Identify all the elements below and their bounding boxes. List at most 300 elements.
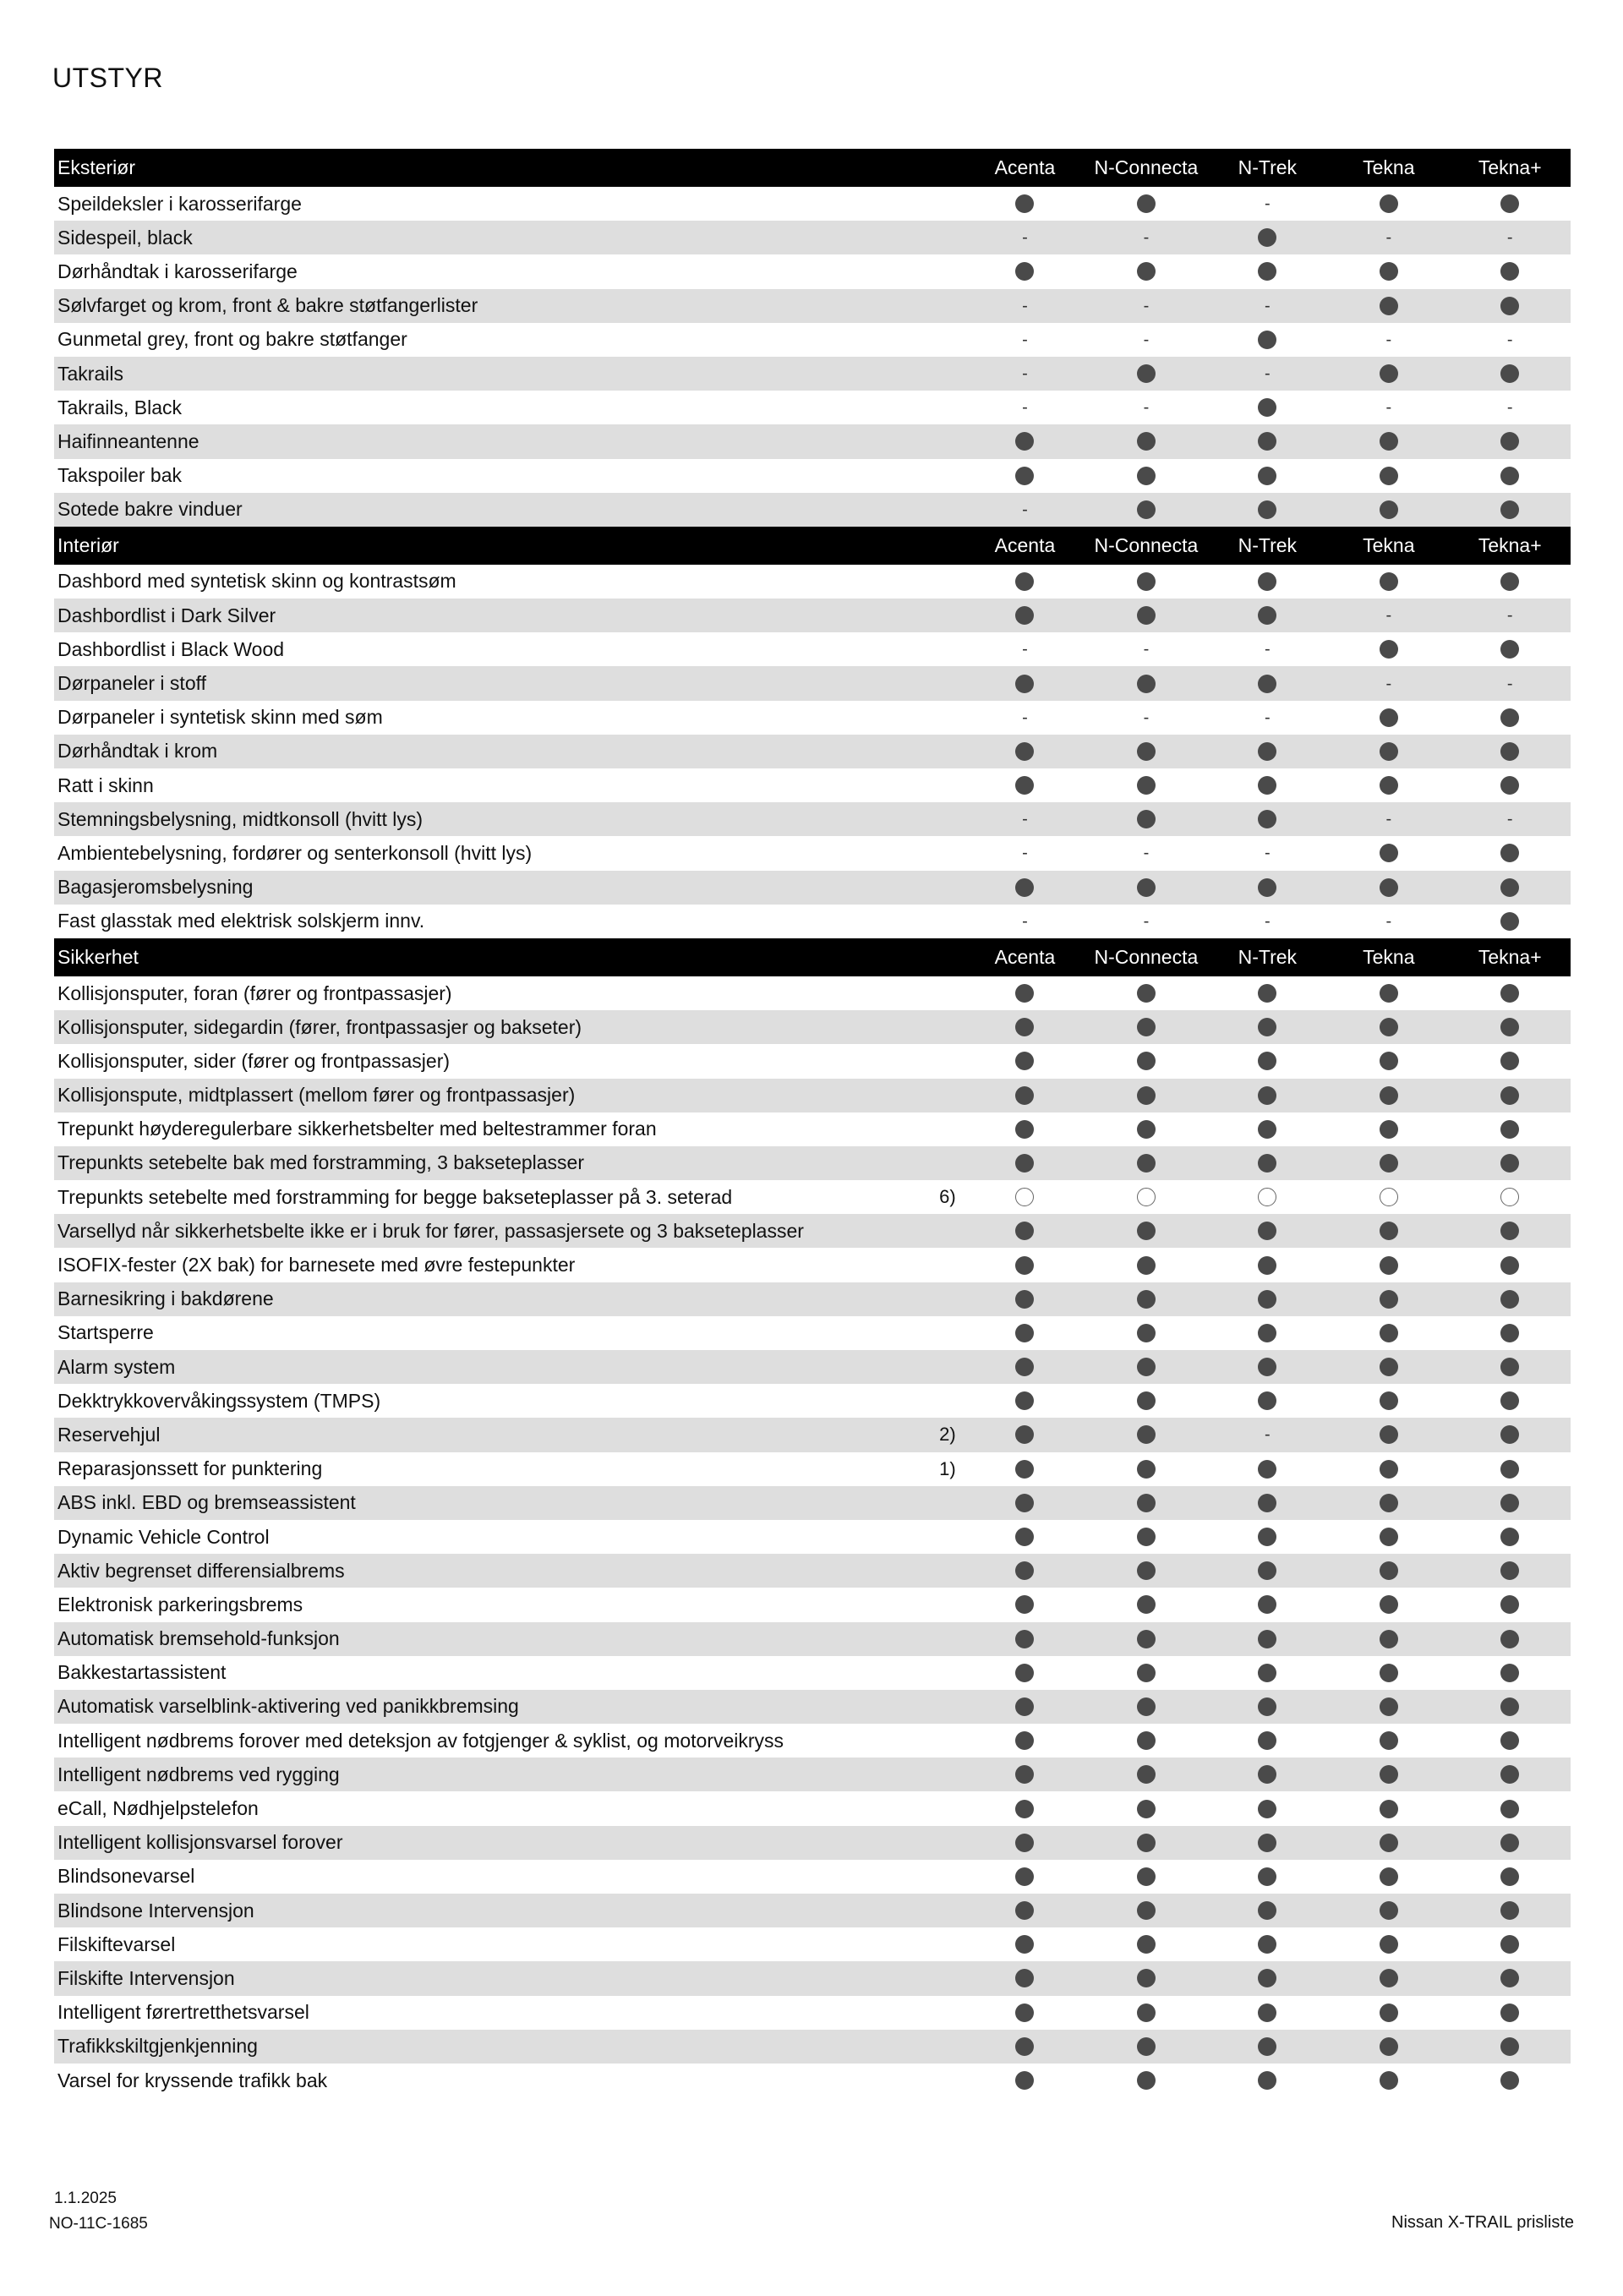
standard-dot-icon [1137,742,1156,761]
standard-dot-icon [1258,398,1276,417]
standard-dot-icon [1380,2037,1398,2056]
trim-cell [1085,1664,1206,1682]
standard-dot-icon [1137,194,1156,213]
standard-dot-icon [1137,1731,1156,1750]
trim-cell [965,1154,1085,1173]
standard-dot-icon [1500,1460,1519,1479]
standard-dot-icon [1258,1528,1276,1546]
standard-dot-icon [1137,1154,1156,1173]
trim-cell [1328,2037,1449,2056]
trim-cell [1450,1935,1571,1954]
trim-cell [1450,1290,1571,1309]
standard-dot-icon [1500,1494,1519,1512]
standard-dot-icon [1137,1867,1156,1886]
trim-cell [1450,607,1571,624]
standard-dot-icon [1380,1425,1398,1444]
trim-cell [965,1460,1085,1479]
trim-cell [1085,1018,1206,1036]
trim-cell [1328,844,1449,862]
trim-cell [1450,399,1571,416]
trim-cell [1450,878,1571,897]
standard-dot-icon [1258,1901,1276,1920]
trim-cell [1207,467,1328,485]
trim-cell [965,1188,1085,1206]
trim-cell [1085,1935,1206,1954]
column-header: Acenta [994,945,1056,968]
trim-cell [965,878,1085,897]
standard-dot-icon [1015,1018,1034,1036]
standard-dot-icon [1015,1425,1034,1444]
trim-cell [965,1120,1085,1139]
trim-cell [1450,1358,1571,1376]
feature-label: Dynamic Vehicle Control [57,1525,270,1548]
feature-label: ABS inkl. EBD og bremseassistent [57,1491,356,1514]
standard-dot-icon [1015,2071,1034,2090]
standard-dot-icon [1500,1595,1519,1614]
not-available-dash: - [1022,810,1028,829]
trim-cell [1328,1425,1449,1444]
trim-cell [1207,1935,1328,1954]
trim-cell [1328,1664,1449,1682]
standard-dot-icon [1258,1867,1276,1886]
section-title: Interiør [57,533,119,556]
standard-dot-icon [1500,432,1519,451]
standard-dot-icon [1380,708,1398,727]
standard-dot-icon [1380,500,1398,519]
feature-label: Dekktrykkovervåkingssystem (TMPS) [57,1389,381,1412]
trim-cell [1328,1697,1449,1716]
footer-date: 1.1.2025 [54,2189,117,2207]
table-row [54,1486,1571,1520]
trim-cell [1450,1664,1571,1682]
trim-cell [1207,1018,1328,1036]
trim-cell [1085,878,1206,897]
trim-cell [1450,742,1571,761]
trim-cell [1328,607,1449,624]
standard-dot-icon [1500,2071,1519,2090]
table-row [54,1079,1571,1112]
trim-cell [965,262,1085,281]
standard-dot-icon [1258,1494,1276,1512]
trim-cell [1328,262,1449,281]
standard-dot-icon [1500,1867,1519,1886]
trim-cell [1328,500,1449,519]
standard-dot-icon [1258,742,1276,761]
standard-dot-icon [1258,1765,1276,1784]
standard-dot-icon [1258,1731,1276,1750]
table-row [54,1826,1571,1860]
trim-cell [1085,1697,1206,1716]
table-row [54,1860,1571,1894]
table-row [54,187,1571,221]
standard-dot-icon [1500,1086,1519,1105]
trim-cell [1085,641,1206,658]
table-row [54,599,1571,632]
trim-cell [1085,1800,1206,1818]
feature-label: Fast glasstak med elektrisk solskjerm innv. [57,910,425,932]
standard-dot-icon [1258,1834,1276,1852]
standard-dot-icon [1380,364,1398,383]
trim-cell [1450,1834,1571,1852]
trim-cell [1207,984,1328,1003]
standard-dot-icon [1258,1052,1276,1070]
standard-dot-icon [1137,1935,1156,1954]
standard-dot-icon [1137,500,1156,519]
standard-dot-icon [1015,1867,1034,1886]
standard-dot-icon [1380,1765,1398,1784]
not-available-dash: - [1265,364,1271,384]
table-row [54,976,1571,1010]
trim-cell [1450,1324,1571,1342]
trim-cell [1085,1188,1206,1206]
feature-label: Aktiv begrenset differensialbrems [57,1559,345,1582]
trim-cell [1207,1664,1328,1682]
standard-dot-icon [1380,1052,1398,1070]
trim-cell [1450,640,1571,659]
trim-cell [1085,1120,1206,1139]
standard-dot-icon [1015,1765,1034,1784]
trim-cell [1207,776,1328,795]
trim-cell [1207,709,1328,726]
trim-cell [1085,432,1206,451]
standard-dot-icon [1015,2004,1034,2022]
feature-label: Speildeksler i karosserifarge [57,192,302,215]
trim-cell [1450,2037,1571,2056]
trim-cell [1450,500,1571,519]
trim-cell [1207,572,1328,591]
trim-cell [1328,1120,1449,1139]
optional-circle-icon [1015,1188,1034,1206]
trim-cell [1207,1731,1328,1750]
trim-cell [1450,1867,1571,1886]
standard-dot-icon [1015,1901,1034,1920]
standard-dot-icon [1500,572,1519,591]
not-available-dash: - [1506,810,1513,829]
trim-cell [965,1324,1085,1342]
section-header [54,149,1571,187]
trim-cell [1328,776,1449,795]
trim-cell [965,845,1085,861]
trim-cell [1328,1867,1449,1886]
trim-cell [1085,399,1206,416]
column-header: Tekna [1363,156,1415,178]
trim-cell [965,298,1085,314]
footer-brand: Nissan X-TRAIL prisliste [1391,2213,1574,2232]
trim-cell [1085,913,1206,930]
trim-cell [1328,229,1449,246]
standard-dot-icon [1015,1969,1034,1987]
standard-dot-icon [1380,1391,1398,1410]
trim-cell [1328,1052,1449,1070]
standard-dot-icon [1500,1664,1519,1682]
trim-cell [1450,1391,1571,1410]
standard-dot-icon [1258,1935,1276,1954]
trim-cell [965,1595,1085,1614]
trim-cell [1328,1324,1449,1342]
trim-cell [965,1867,1085,1886]
standard-dot-icon [1015,194,1034,213]
standard-dot-icon [1500,467,1519,485]
table-row [54,1588,1571,1621]
trim-cell [965,1494,1085,1512]
trim-cell [1328,913,1449,930]
not-available-dash: - [1143,708,1150,727]
trim-cell [965,1834,1085,1852]
trim-cell [1450,1188,1571,1206]
table-row [54,836,1571,870]
trim-cell [1450,1425,1571,1444]
standard-dot-icon [1258,1969,1276,1987]
trim-cell [965,1969,1085,1987]
trim-cell [1328,1765,1449,1784]
column-header: Tekna+ [1478,156,1542,178]
optional-circle-icon [1380,1188,1398,1206]
feature-label: Haifinneantenne [57,429,199,452]
trim-cell [1207,1969,1328,1987]
feature-label: Dørpaneler i syntetisk skinn med søm [57,706,383,729]
trim-cell [1085,1324,1206,1342]
trim-cell [1085,1969,1206,1987]
feature-label: Intelligent førertretthetsvarsel [57,2001,309,2024]
standard-dot-icon [1015,675,1034,693]
trim-cell [1328,1358,1449,1376]
standard-dot-icon [1258,776,1276,795]
trim-cell [1328,1222,1449,1240]
trim-cell [1207,365,1328,382]
feature-label: Sølvfarget og krom, front & bakre støtfangerlister [57,294,478,317]
trim-cell [1207,1188,1328,1206]
standard-dot-icon [1258,1561,1276,1580]
trim-cell [1085,606,1206,625]
trim-cell [965,1630,1085,1648]
standard-dot-icon [1015,1528,1034,1546]
trim-cell [1085,1867,1206,1886]
trim-cell [1450,912,1571,931]
table-row [54,1961,1571,1995]
trim-cell [1328,1901,1449,1920]
trim-cell [1207,878,1328,897]
feature-label: Varsellyd når sikkerhetsbelte ikke er i bruk for fører, passasjersete og 3 bakseteplasser [57,1219,804,1242]
trim-cell [1085,776,1206,795]
not-available-dash: - [1265,194,1271,214]
standard-dot-icon [1258,606,1276,625]
trim-cell [1085,194,1206,213]
standard-dot-icon [1137,1901,1156,1920]
trim-cell [965,1086,1085,1105]
trim-cell [1450,675,1571,692]
feature-label: Bagasjeromsbelysning [57,876,254,899]
trim-cell [1328,878,1449,897]
optional-circle-icon [1137,1188,1156,1206]
standard-dot-icon [1137,1391,1156,1410]
feature-label: Bakkestartassistent [57,1661,227,1684]
trim-cell [1450,1595,1571,1614]
trim-cell [965,229,1085,246]
trim-cell [1207,1630,1328,1648]
not-available-dash: - [1385,810,1392,829]
not-available-dash: - [1022,330,1028,349]
trim-cell [1085,1595,1206,1614]
standard-dot-icon [1015,1460,1034,1479]
standard-dot-icon [1500,1391,1519,1410]
trim-cell [965,913,1085,930]
trim-cell [965,1358,1085,1376]
trim-cell [965,1697,1085,1716]
trim-cell [1207,1324,1328,1342]
trim-cell [1328,1188,1449,1206]
table-row [54,1214,1571,1248]
trim-cell [1207,1358,1328,1376]
trim-cell [1450,811,1571,828]
standard-dot-icon [1137,1086,1156,1105]
trim-cell [1328,1460,1449,1479]
standard-dot-icon [1258,810,1276,828]
standard-dot-icon [1258,1697,1276,1716]
standard-dot-icon [1137,364,1156,383]
standard-dot-icon [1380,2004,1398,2022]
trim-cell [965,1290,1085,1309]
trim-cell [1450,1561,1571,1580]
standard-dot-icon [1380,1154,1398,1173]
standard-dot-icon [1380,1630,1398,1648]
trim-cell [1328,194,1449,213]
trim-cell [1207,432,1328,451]
standard-dot-icon [1380,1935,1398,1954]
standard-dot-icon [1500,297,1519,315]
standard-dot-icon [1258,1391,1276,1410]
table-row [54,1554,1571,1588]
standard-dot-icon [1137,776,1156,795]
trim-cell [965,984,1085,1003]
standard-dot-icon [1015,1391,1034,1410]
standard-dot-icon [1258,1154,1276,1173]
feature-label: Trafikkskiltgjenkjenning [57,2035,258,2058]
standard-dot-icon [1015,1935,1034,1954]
standard-dot-icon [1137,1834,1156,1852]
trim-cell [965,365,1085,382]
feature-label: Varsel for kryssende trafikk bak [57,2069,328,2091]
trim-cell [1085,1256,1206,1275]
trim-cell [965,1222,1085,1240]
trim-cell [1450,1969,1571,1987]
trim-cell [1328,1595,1449,1614]
standard-dot-icon [1258,228,1276,247]
standard-dot-icon [1015,2037,1034,2056]
trim-cell [1085,364,1206,383]
feature-label: Blindsonevarsel [57,1865,195,1888]
standard-dot-icon [1258,1324,1276,1342]
table-row [54,254,1571,288]
trim-cell [1328,1630,1449,1648]
trim-cell [1085,229,1206,246]
standard-dot-icon [1380,1256,1398,1275]
trim-cell [1085,1358,1206,1376]
feature-label: Automatisk bremsehold-funksjon [57,1627,340,1650]
trim-cell [1085,1494,1206,1512]
trim-cell [1207,913,1328,930]
standard-dot-icon [1015,467,1034,485]
table-row [54,221,1571,254]
optional-circle-icon [1500,1188,1519,1206]
standard-dot-icon [1500,1154,1519,1173]
table-row [54,1248,1571,1282]
column-header: N-Connecta [1094,533,1199,556]
table-row [54,871,1571,905]
standard-dot-icon [1258,2037,1276,2056]
standard-dot-icon [1500,844,1519,862]
column-header: N-Connecta [1094,945,1199,968]
standard-dot-icon [1500,1528,1519,1546]
trim-cell [1450,1765,1571,1784]
standard-dot-icon [1137,262,1156,281]
trim-cell [1207,500,1328,519]
trim-cell [1328,399,1449,416]
trim-cell [1207,1561,1328,1580]
not-available-dash: - [1022,500,1028,519]
trim-cell [1207,331,1328,349]
table-row [54,2064,1571,2097]
trim-cell [1328,572,1449,591]
trim-cell [1328,1256,1449,1275]
feature-label: Takrails [57,362,123,385]
standard-dot-icon [1258,1630,1276,1648]
standard-dot-icon [1137,1256,1156,1275]
table-row [54,289,1571,323]
standard-dot-icon [1137,1765,1156,1784]
table-row [54,666,1571,700]
column-header: Tekna [1363,945,1415,968]
trim-cell [1085,1901,1206,1920]
not-available-dash: - [1506,228,1513,248]
standard-dot-icon [1380,297,1398,315]
standard-dot-icon [1137,1120,1156,1139]
trim-cell [1085,1765,1206,1784]
feature-label: Ambientebelysning, fordører og senterkonsoll (hvitt lys) [57,841,533,864]
trim-cell [1450,1494,1571,1512]
standard-dot-icon [1015,1664,1034,1682]
trim-cell [1207,298,1328,314]
feature-label: Dørhåndtak i krom [57,740,218,763]
standard-dot-icon [1258,500,1276,519]
trim-cell [1085,675,1206,693]
not-available-dash: - [1385,398,1392,418]
trim-cell [1207,262,1328,281]
feature-label: Kollisjonsputer, sider (fører og frontpassasjer) [57,1049,451,1072]
not-available-dash: - [1022,640,1028,659]
trim-cell [1450,1222,1571,1240]
trim-cell [1450,1052,1571,1070]
trim-cell [1450,1086,1571,1105]
trim-cell [1450,1697,1571,1716]
feature-label: Dashbord med syntetisk skinn og kontrastsøm [57,570,456,593]
standard-dot-icon [1500,1222,1519,1240]
standard-dot-icon [1015,1052,1034,1070]
standard-dot-icon [1015,742,1034,761]
feature-label: Stemningsbelysning, midtkonsoll (hvitt lys) [57,807,424,830]
trim-cell [965,1800,1085,1818]
trim-cell [1328,1290,1449,1309]
trim-cell [965,1731,1085,1750]
trim-cell [1328,1018,1449,1036]
trim-cell [1328,467,1449,485]
table-row [54,1758,1571,1791]
standard-dot-icon [1258,1595,1276,1614]
trim-cell [1328,2004,1449,2022]
standard-dot-icon [1015,572,1034,591]
standard-dot-icon [1500,1765,1519,1784]
not-available-dash: - [1506,398,1513,418]
not-available-dash: - [1265,296,1271,315]
